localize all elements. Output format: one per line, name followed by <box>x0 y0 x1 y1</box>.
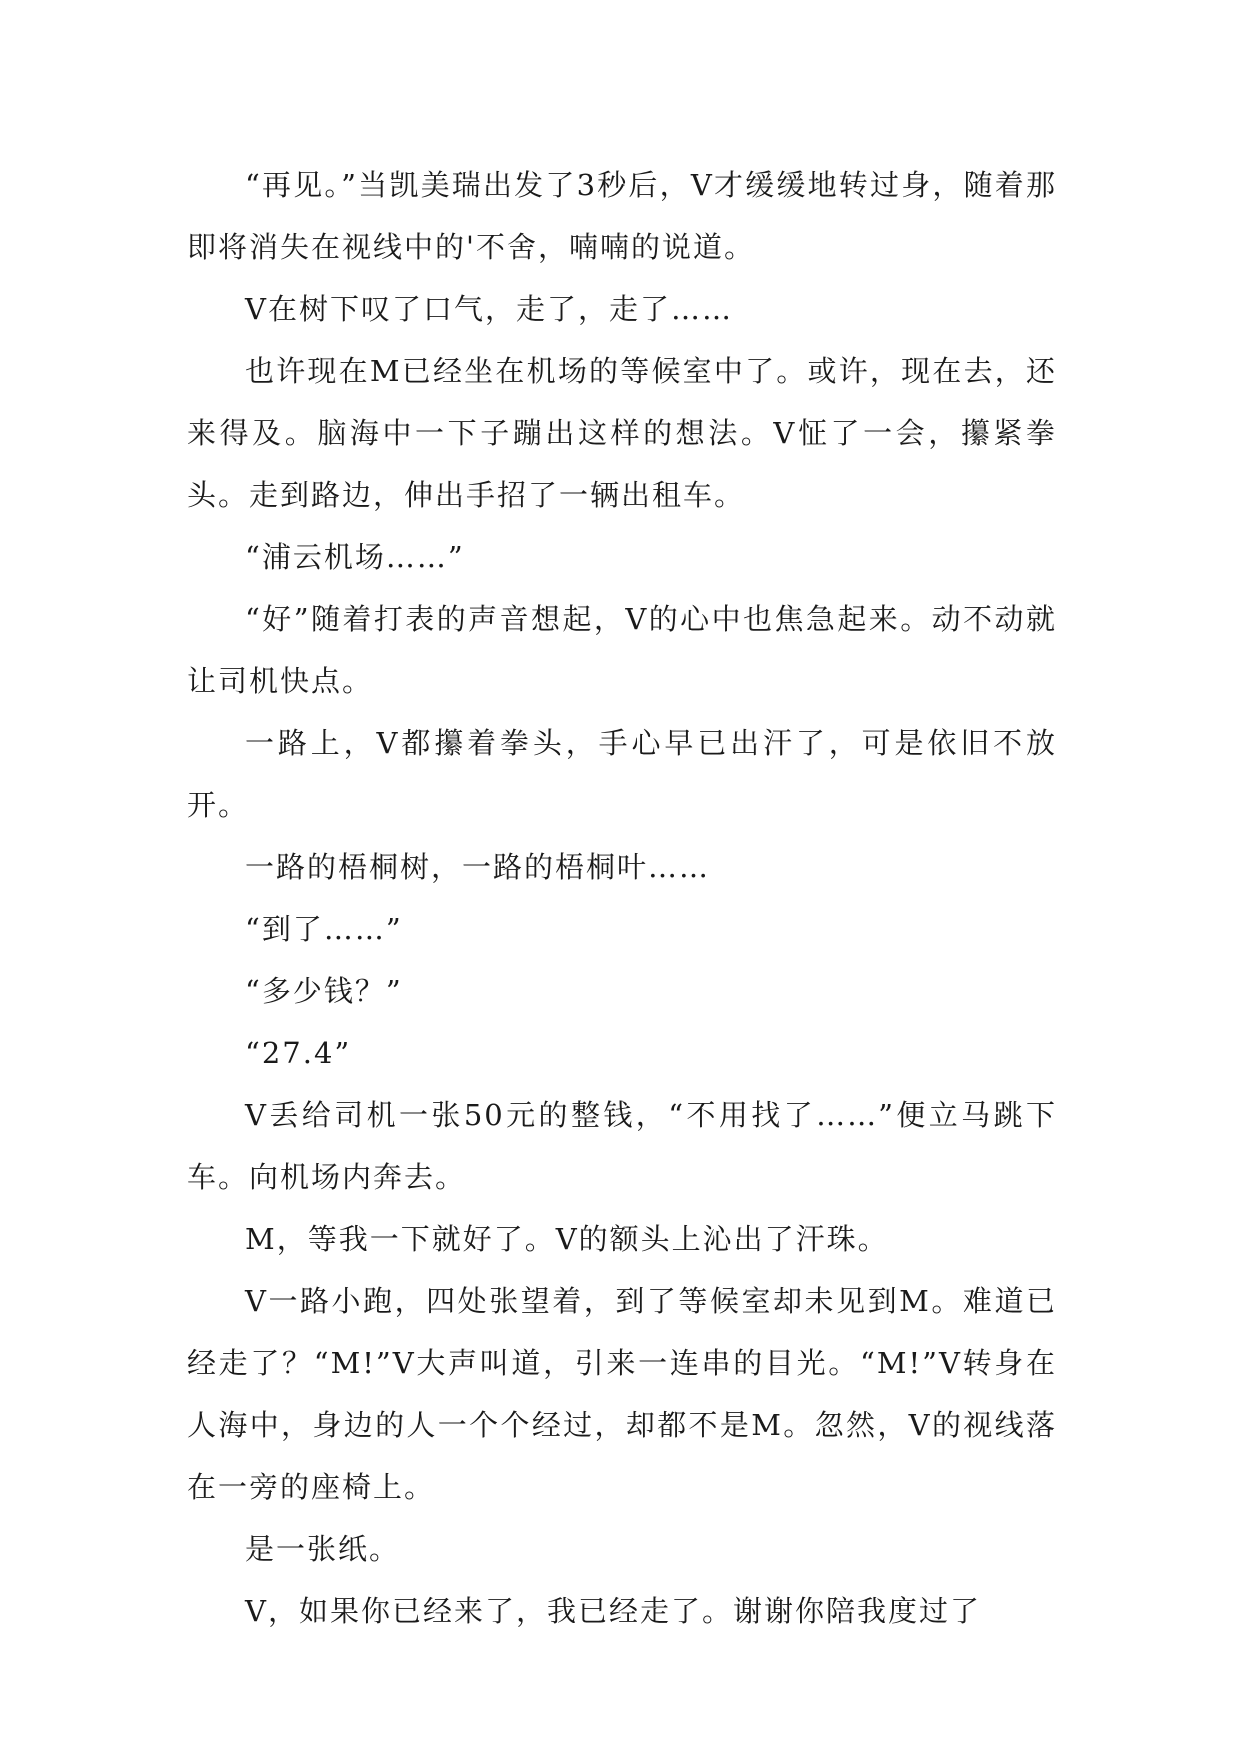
paragraph: V，如果你已经来了，我已经走了。谢谢你陪我度过了 <box>245 1594 981 1628</box>
paragraph: 一路上，V都攥着拳头，手心早已出汗了，可是依旧不放开。 <box>187 726 1057 822</box>
paragraph: “好”随着打表的声音想起，V的心中也焦急起来。动不动就让司机快点。 <box>187 602 1057 698</box>
paragraph: “到了……” <box>245 912 403 946</box>
paragraph: “多少钱？” <box>245 974 403 1008</box>
paragraph: V丢给司机一张50元的整钱，“不用找了……”便立马跳下车。向机场内奔去。 <box>187 1098 1057 1194</box>
paragraph: 一路的梧桐树，一路的梧桐叶…… <box>245 850 711 884</box>
paragraph: “再见。”当凯美瑞出发了3秒后，V才缓缓地转过身，随着那即将消失在视线中的'不舍，喃喃的说道。 <box>187 168 1057 264</box>
story-body <box>187 154 1057 1642</box>
paragraph: V在树下叹了口气，走了，走了…… <box>245 292 733 326</box>
paragraph: V一路小跑，四处张望着，到了等候室却未见到M。难道已经走了？“M!”V大声叫道，引来一连串的目光。“M!”V转身在人海中，身边的人一个个经过，却都不是M。忽然，V的视线落在一旁的座椅上。 <box>187 1284 1057 1504</box>
paragraph: M，等我一下就好了。V的额头上沁出了汗珠。 <box>245 1222 889 1256</box>
paragraph: 也许现在M已经坐在机场的等候室中了。或许，现在去，还来得及。脑海中一下子蹦出这样的想法。V怔了一会，攥紧拳头。走到路边，伸出手招了一辆出租车。 <box>187 354 1057 512</box>
paragraph: 是一张纸。 <box>245 1532 401 1566</box>
paragraph: “27.4” <box>245 1036 352 1070</box>
paragraph: “浦云机场……” <box>245 540 465 574</box>
